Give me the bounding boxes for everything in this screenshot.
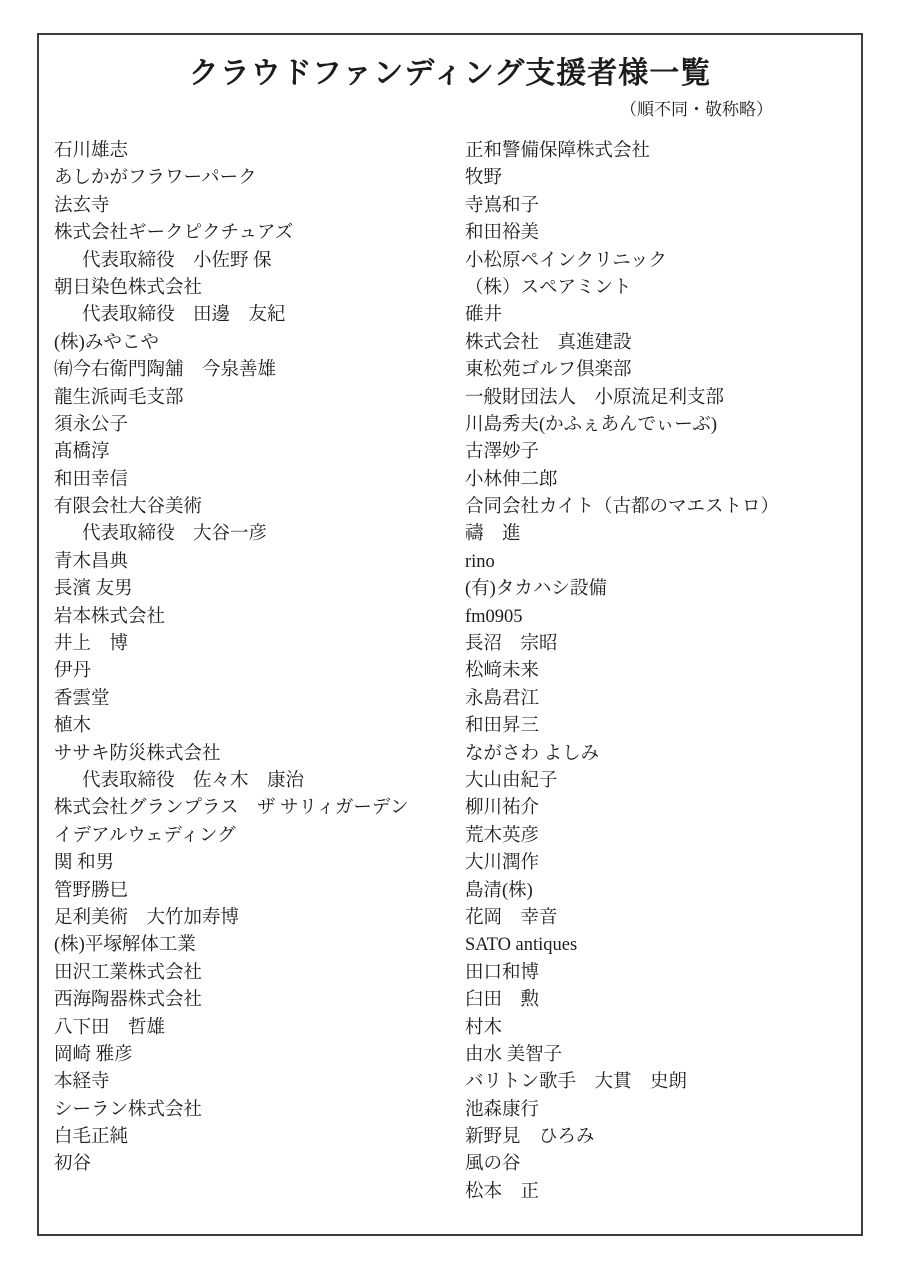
supporter-entry: 西海陶器株式会社 xyxy=(54,990,203,1011)
supporter-entry: 小林伸二郎 xyxy=(465,469,558,490)
supporter-entry: 和田昇三 xyxy=(465,716,540,737)
supporter-entry: 長沼 宗昭 xyxy=(465,634,558,655)
supporter-entry: 有限会社大谷美術 xyxy=(54,497,203,518)
supporter-entry: 碓井 xyxy=(465,305,503,326)
supporter-entry: 田口和博 xyxy=(465,962,540,983)
supporter-entry: 関 和男 xyxy=(54,853,115,874)
supporter-entry: 松﨑未来 xyxy=(465,661,540,682)
supporter-entry: fm0905 xyxy=(465,606,523,627)
supporter-entry: 長濱 友男 xyxy=(54,579,133,600)
supporter-entry: 代表取締役 田邊 友紀 xyxy=(82,305,286,326)
supporter-entry: 牧野 xyxy=(465,168,503,189)
supporter-entry: 池森康行 xyxy=(465,1099,540,1120)
supporter-entry: 岡崎 雅彦 xyxy=(54,1044,133,1065)
supporter-entry: 株式会社ギークピクチュアズ xyxy=(54,223,294,244)
supporter-entry: 青木昌典 xyxy=(54,551,129,572)
supporter-entry: 合同会社カイト（古都のマエストロ） xyxy=(465,497,779,518)
supporter-entry: (有)タカハシ設備 xyxy=(465,579,607,600)
supporter-entry: 植木 xyxy=(54,716,92,737)
supporter-entry: 川島秀夫(かふぇあんでぃーぶ) xyxy=(465,414,718,435)
supporter-entry: 代表取締役 佐々木 康治 xyxy=(82,770,305,791)
supporter-entry: 由水 美智子 xyxy=(465,1044,563,1065)
supporter-entry: 島清(株) xyxy=(465,880,533,901)
supporter-columns xyxy=(39,138,861,1206)
supporter-entry: （株）スペアミント xyxy=(465,277,632,298)
supporter-entry: 岩本株式会社 xyxy=(54,606,166,627)
page-subtitle: （順不同・敬称略） xyxy=(620,100,773,119)
document-border-frame xyxy=(37,33,863,1236)
supporter-entry: 大山由紀子 xyxy=(465,770,558,791)
supporter-entry: 和田裕美 xyxy=(465,223,540,244)
supporter-entry: 臼田 勲 xyxy=(465,990,540,1011)
supporter-entry: 朝日染色株式会社 xyxy=(54,277,203,298)
supporter-entry: 一般財団法人 小原流足利支部 xyxy=(465,387,725,408)
supporter-entry: シーラン株式会社 xyxy=(54,1099,203,1120)
supporter-entry: 東松苑ゴルフ倶楽部 xyxy=(465,360,632,381)
supporter-entry: ササキ防災株式会社 xyxy=(54,743,221,764)
supporter-entry: 田沢工業株式会社 xyxy=(54,962,203,983)
supporter-entry: 永島君江 xyxy=(465,688,540,709)
supporter-entry: 風の谷 xyxy=(465,1154,521,1175)
supporter-entry: 須永公子 xyxy=(54,414,129,435)
supporter-entry: 株式会社 真進建設 xyxy=(465,332,632,353)
supporter-entry: 正和警備保障株式会社 xyxy=(465,141,651,161)
supporter-entry: 白毛正純 xyxy=(54,1127,129,1148)
supporter-entry: 大川潤作 xyxy=(465,853,540,874)
supporter-entry: ㈲今右衛門陶舗 今泉善雄 xyxy=(54,360,277,381)
supporter-entry: 古澤妙子 xyxy=(465,442,540,463)
supporter-entry: rino xyxy=(465,551,495,572)
supporter-entry: 足利美術 大竹加寿博 xyxy=(54,907,240,928)
supporter-entry: 代表取締役 大谷一彦 xyxy=(82,524,268,545)
supporter-entry: イデアルウェディング xyxy=(54,825,236,846)
supporter-entry: 香雲堂 xyxy=(54,688,110,709)
supporter-entry: (株)平塚解体工業 xyxy=(54,935,196,956)
supporter-entry: 代表取締役 小佐野 保 xyxy=(82,250,272,271)
supporter-entry: SATO antiques xyxy=(465,935,578,956)
supporter-entry: 本経寺 xyxy=(54,1072,110,1093)
supporter-entry: 柳川祐介 xyxy=(465,798,540,819)
supporter-entry: 初谷 xyxy=(54,1154,92,1175)
supporter-entry: 井上 博 xyxy=(54,634,129,655)
supporter-entry: 荒木英彦 xyxy=(465,825,540,846)
supporter-entry: 管野勝巳 xyxy=(54,880,129,901)
supporter-entry: 禱 進 xyxy=(465,524,521,545)
page-title: クラウドファンディング支援者様一覧 xyxy=(188,57,712,90)
supporter-entry: 髙橋淳 xyxy=(54,442,110,463)
supporter-entry: 花岡 幸音 xyxy=(465,907,558,928)
supporter-entry: ながさわ よしみ xyxy=(465,743,600,764)
supporter-entry: 和田幸信 xyxy=(54,469,129,490)
supporter-entry: 龍生派両毛支部 xyxy=(54,387,184,408)
supporter-entry: 村木 xyxy=(465,1017,503,1038)
supporter-entry: 新野見 ひろみ xyxy=(465,1127,595,1148)
supporter-entry: 伊丹 xyxy=(54,661,92,682)
supporter-column-right xyxy=(465,138,851,1206)
supporter-entry: 寺嶌和子 xyxy=(465,195,540,216)
supporter-column-left xyxy=(54,138,465,1206)
supporter-entry: あしかがフラワーパーク xyxy=(54,168,257,189)
supporter-entry: 株式会社グランプラス ザ サリィガーデン xyxy=(54,798,409,819)
supporter-entry: 八下田 哲雄 xyxy=(54,1017,166,1038)
supporter-entry: (株)みやこや xyxy=(54,332,159,353)
supporter-entry: 法玄寺 xyxy=(54,195,110,216)
supporter-entry: 石川雄志 xyxy=(54,141,129,161)
supporter-entry: 小松原ペインクリニック xyxy=(465,250,668,271)
supporter-entry: バリトン歌手 大貫 史朗 xyxy=(465,1072,688,1093)
supporter-entry: 松本 正 xyxy=(465,1181,540,1202)
